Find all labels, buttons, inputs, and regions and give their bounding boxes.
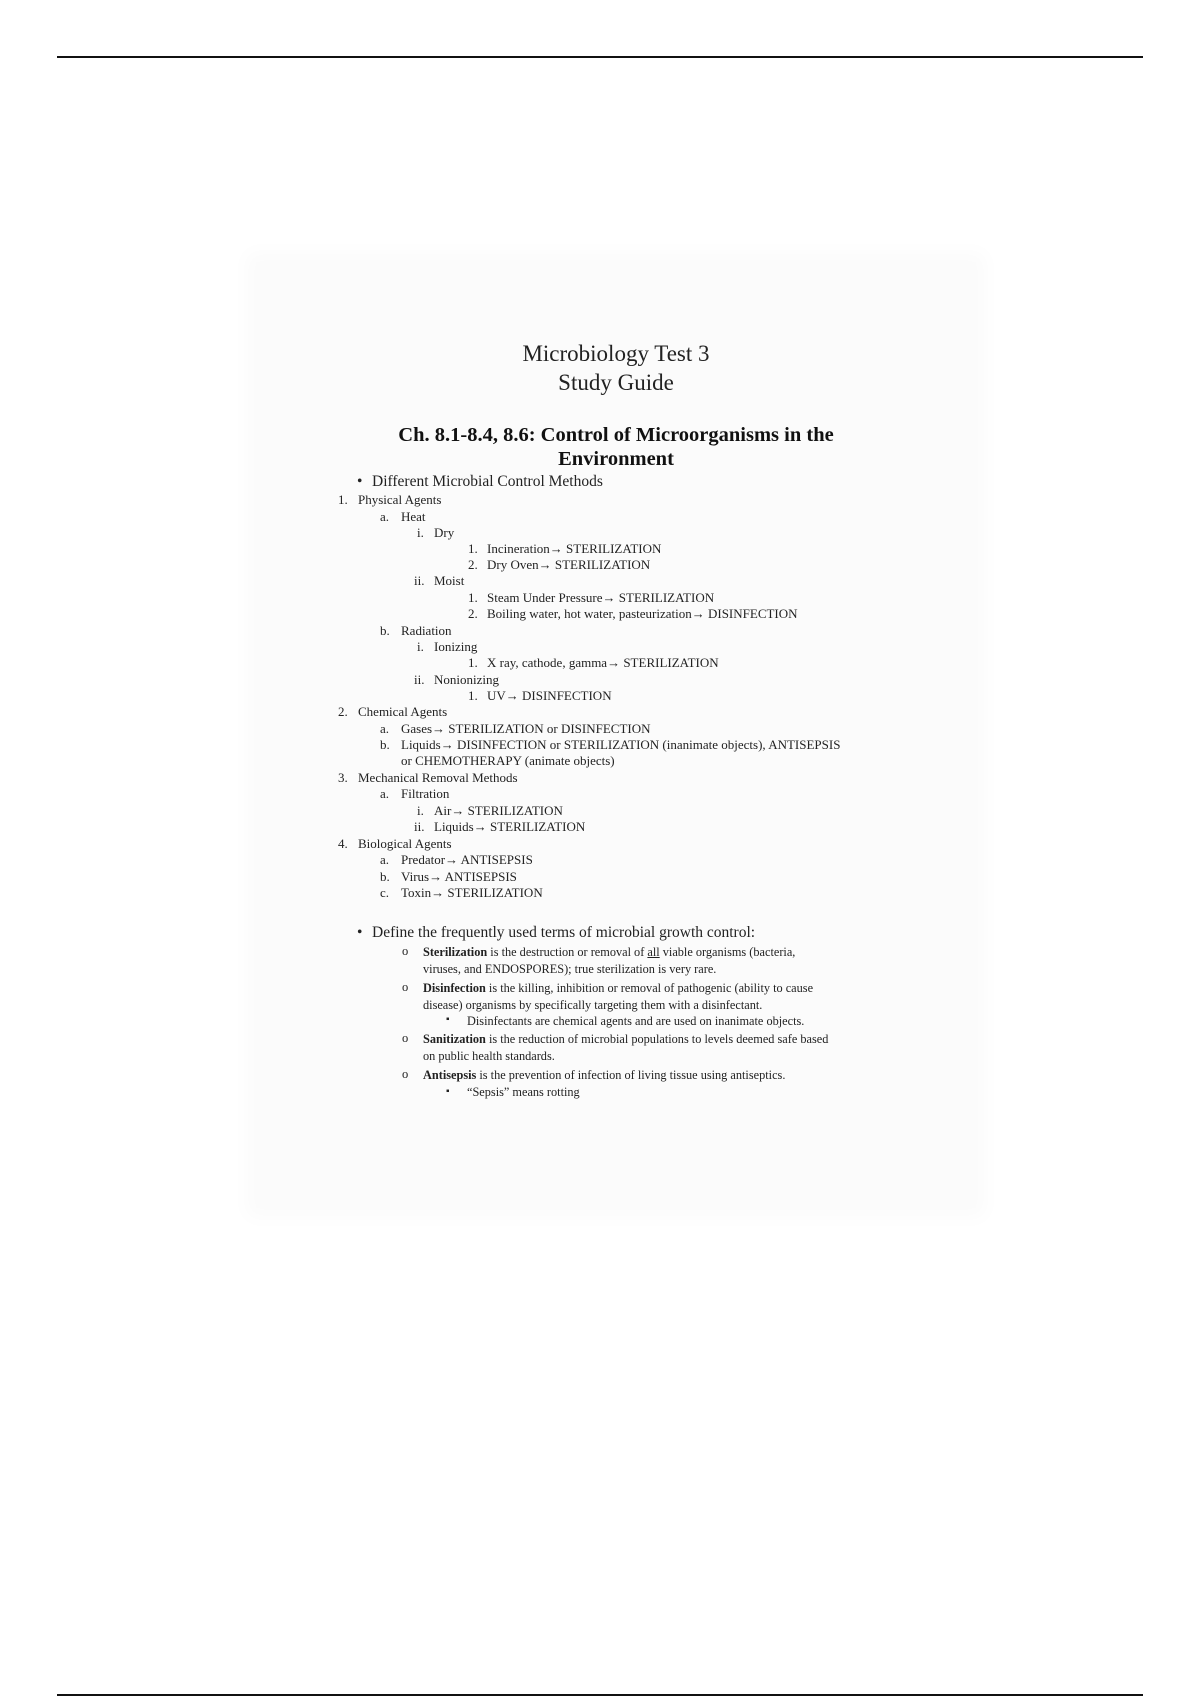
list-roman: ii. (414, 573, 425, 588)
document-title: Microbiology Test 3 (522, 341, 710, 366)
definition-sanitization-continued: on public health standards. (423, 1049, 555, 1063)
list-item-physical-agents: Physical Agents (358, 492, 442, 507)
list-letter: b. (380, 737, 390, 752)
section-heading-control-methods: Different Microbial Control Methods (372, 473, 603, 490)
bottom-rule (57, 1694, 1143, 1696)
definition-disinfection-continued: disease) organisms by specifically targeting them with a disinfectant. (423, 998, 763, 1012)
list-item-nonionizing: Nonionizing (434, 672, 499, 687)
list-item-moist: Moist (434, 573, 465, 588)
list-item-predator: Predator→ ANTISEPSIS (401, 852, 533, 867)
list-number: 1. (468, 655, 478, 670)
definition-sterilization: Sterilization is the destruction or removal of all viable organisms (bacteria, (423, 945, 796, 959)
list-item-virus: Virus→ ANTISEPSIS (401, 869, 517, 884)
chapter-heading-continued: Environment (558, 448, 674, 470)
circle-bullet-icon: o (402, 1031, 409, 1045)
term-antisepsis: Antisepsis (423, 1068, 477, 1082)
list-item-dry: Dry (434, 525, 455, 540)
list-letter: a. (380, 721, 390, 736)
list-item-incineration: Incineration→ STERILIZATION (487, 541, 662, 556)
list-letter: a. (380, 509, 390, 524)
list-item-toxin: Toxin→ STERILIZATION (401, 885, 543, 900)
list-item-air: Air→ STERILIZATION (434, 803, 563, 818)
document-subtitle: Study Guide (558, 370, 674, 395)
square-bullet-icon: ▪ (446, 1014, 450, 1025)
list-number: 2. (468, 557, 478, 572)
note-disinfectants: Disinfectants are chemical agents and are used on inanimate objects. (467, 1014, 805, 1028)
definition-antisepsis: Antisepsis is the prevention of infection of living tissue using antiseptics. (423, 1068, 786, 1082)
list-number: 4. (338, 836, 348, 851)
section-heading-growth-control-terms: Define the frequently used terms of microbial growth control: (372, 924, 756, 941)
circle-bullet-icon: o (402, 1067, 409, 1081)
list-roman: i. (417, 525, 424, 540)
list-number: 2. (338, 704, 348, 719)
list-item-liquids-continued: or CHEMOTHERAPY (animate objects) (401, 753, 615, 768)
list-item-ionizing: Ionizing (434, 639, 478, 654)
list-item-steam: Steam Under Pressure→ STERILIZATION (487, 590, 715, 605)
term-sterilization: Sterilization (423, 945, 488, 959)
list-roman: ii. (414, 672, 425, 687)
definition-sanitization: Sanitization is the reduction of microbial populations to levels deemed safe based (423, 1032, 829, 1046)
list-item-radiation: Radiation (401, 623, 452, 638)
list-letter: a. (380, 786, 390, 801)
chapter-heading: Ch. 8.1-8.4, 8.6: Control of Microorganisms in the (398, 424, 834, 446)
list-letter: a. (380, 852, 390, 867)
list-number: 3. (338, 770, 348, 785)
list-item-heat: Heat (401, 509, 426, 524)
list-roman: i. (417, 803, 424, 818)
square-bullet-icon: ▪ (446, 1086, 450, 1097)
list-item-dry-oven: Dry Oven→ STERILIZATION (487, 557, 651, 572)
list-item-uv: UV→ DISINFECTION (487, 688, 612, 703)
definition-disinfection: Disinfection is the killing, inhibition or removal of pathogenic (ability to cause (423, 981, 814, 995)
list-item-filtration-liquids: Liquids→ STERILIZATION (434, 819, 586, 834)
bullet-icon: • (357, 473, 363, 490)
list-item-boiling: Boiling water, hot water, pasteurization→ DISINFECTION (487, 606, 798, 621)
circle-bullet-icon: o (402, 944, 409, 958)
emphasis-all: all (647, 945, 660, 959)
list-number: 1. (468, 590, 478, 605)
list-number: 2. (468, 606, 478, 621)
list-number: 1. (468, 541, 478, 556)
note-sepsis: “Sepsis” means rotting (467, 1085, 580, 1099)
list-roman: ii. (414, 819, 425, 834)
list-item-gases: Gases→ STERILIZATION or DISINFECTION (401, 721, 651, 736)
list-letter: b. (380, 623, 390, 638)
list-item-liquids: Liquids→ DISINFECTION or STERILIZATION (inanimate objects), ANTISEPSIS (401, 737, 841, 752)
list-item-mechanical-removal: Mechanical Removal Methods (358, 770, 518, 785)
document-page-image (256, 262, 976, 1208)
list-item-biological-agents: Biological Agents (358, 836, 452, 851)
circle-bullet-icon: o (402, 980, 409, 994)
term-sanitization: Sanitization (423, 1032, 486, 1046)
definition-sterilization-continued: viruses, and ENDOSPORES); true sterilization is very rare. (423, 962, 717, 976)
bullet-icon: • (357, 924, 363, 941)
list-item-chemical-agents: Chemical Agents (358, 704, 448, 719)
list-roman: i. (417, 639, 424, 654)
list-letter: b. (380, 869, 390, 884)
list-item-xray: X ray, cathode, gamma→ STERILIZATION (487, 655, 719, 670)
list-letter: c. (380, 885, 390, 900)
list-number: 1. (338, 492, 348, 507)
term-disinfection: Disinfection (423, 981, 486, 995)
top-rule (57, 56, 1143, 58)
list-number: 1. (468, 688, 478, 703)
list-item-filtration: Filtration (401, 786, 450, 801)
